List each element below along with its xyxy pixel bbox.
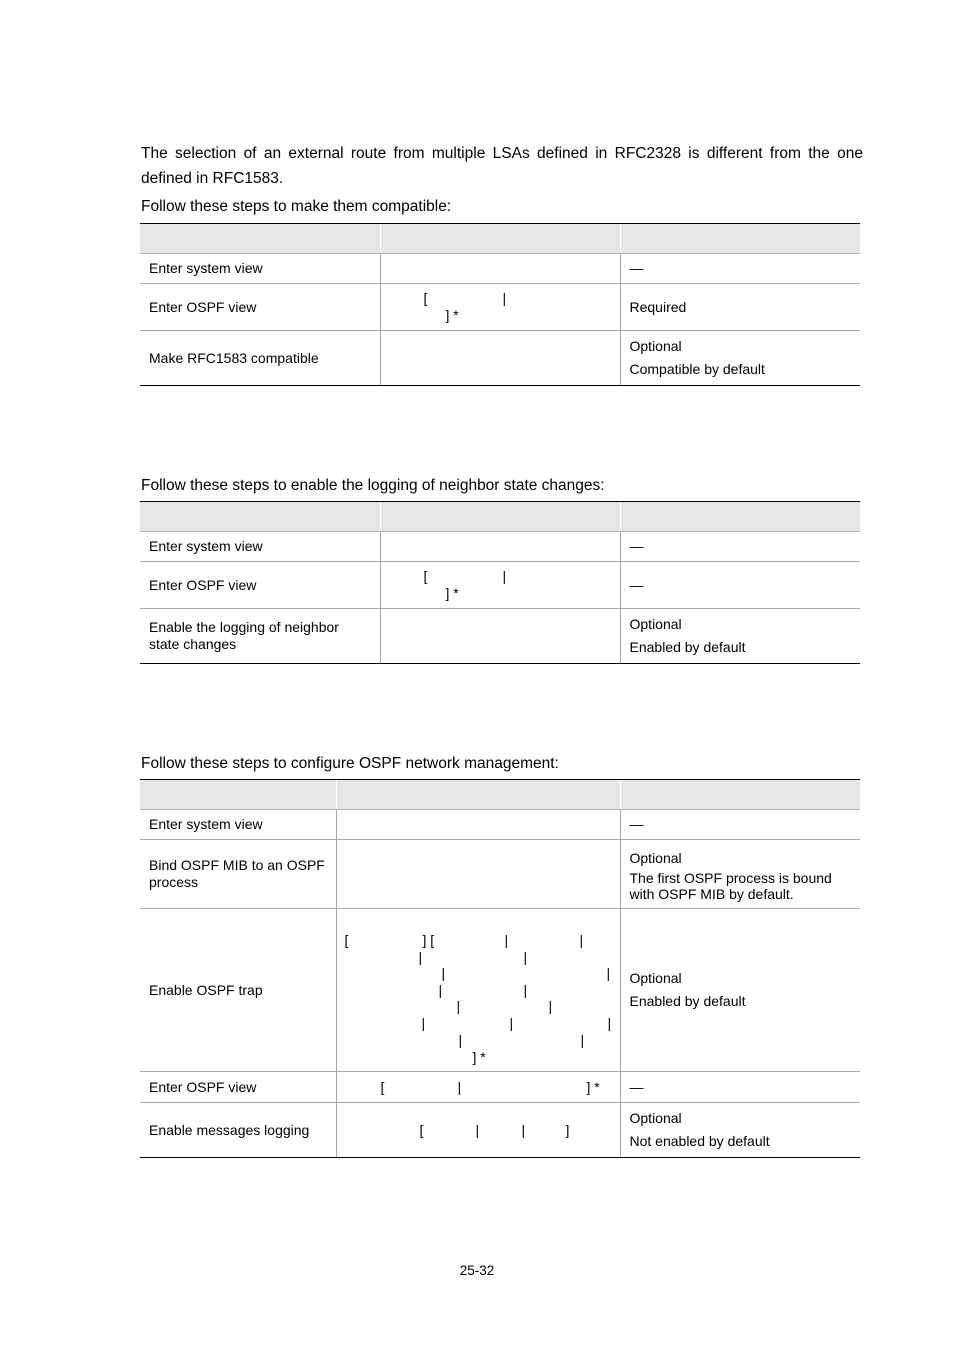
table-row	[140, 909, 860, 1072]
table-network-management	[140, 779, 860, 1158]
syntax-pipe: |	[580, 1032, 585, 1048]
command-cell	[380, 331, 620, 386]
syntax-pipe: |	[607, 1015, 612, 1031]
command-cell	[380, 254, 620, 284]
intro-paragraph: The selection of an external route from multiple LSAs defined in RFC2328 is different from the one defined in RFC1583.	[141, 145, 863, 187]
step-cell: Enter system view	[140, 532, 380, 562]
command-cell	[336, 909, 620, 1072]
remark-line: The first OSPF process is bound with OSPF MIB by default.	[629, 869, 832, 902]
command-cell	[380, 609, 620, 664]
table-row	[140, 284, 860, 331]
syntax-close: ] *	[445, 307, 459, 323]
syntax-bracket: [	[423, 568, 428, 584]
syntax-pipe: |	[418, 949, 423, 965]
command-cell	[336, 1072, 620, 1103]
syntax-pipe: |	[457, 1079, 462, 1095]
step-cell: Enable messages logging	[140, 1103, 336, 1158]
remark-cell: —	[620, 562, 860, 609]
remark-line: Enabled by default	[629, 639, 746, 655]
table-row	[140, 840, 860, 909]
step-cell: Enter system view	[140, 810, 336, 840]
remark-line: Not enabled by default	[629, 1133, 770, 1149]
remark-cell	[620, 840, 860, 909]
command-cell	[336, 810, 620, 840]
syntax-pipe: |	[504, 932, 509, 948]
syntax-pipe: |	[521, 1122, 526, 1138]
syntax-pipe: |	[509, 1015, 514, 1031]
remark-line: Optional	[629, 616, 682, 632]
command-cell	[380, 284, 620, 331]
syntax-bracket: [	[380, 1079, 385, 1095]
remark-line: Enabled by default	[629, 993, 746, 1009]
step-cell: Enter system view	[140, 254, 380, 284]
table-header-row	[140, 502, 860, 532]
remark-line: Optional	[629, 1110, 682, 1126]
remark-cell: —	[620, 1072, 860, 1103]
remark-cell: Required	[620, 284, 860, 331]
syntax-close: ] *	[586, 1079, 600, 1095]
remark-cell: —	[620, 810, 860, 840]
syntax-pipe: |	[502, 290, 507, 306]
table2-intro: Follow these steps to enable the logging of neighbor state changes:	[141, 477, 605, 494]
remark-line: Optional	[629, 849, 682, 866]
remark-cell	[620, 331, 860, 386]
remark-cell: —	[620, 254, 860, 284]
table-row	[140, 609, 860, 664]
step-cell: Enter OSPF view	[140, 562, 380, 609]
step-cell: Enable OSPF trap	[140, 909, 336, 1072]
remark-line: Optional	[629, 338, 682, 354]
table-row	[140, 1072, 860, 1103]
syntax-pipe: |	[579, 932, 584, 948]
table-neighbor-logging	[140, 501, 860, 664]
step-cell: Make RFC1583 compatible	[140, 331, 380, 386]
step-cell: Enable the logging of neighbor state changes	[140, 609, 380, 664]
table1-intro: Follow these steps to make them compatible:	[141, 198, 452, 215]
syntax-close: ] *	[445, 585, 459, 601]
syntax-pipe: |	[475, 1122, 480, 1138]
remark-line: Optional	[629, 970, 682, 986]
syntax-pipe: |	[523, 982, 528, 998]
remark-cell	[620, 609, 860, 664]
table-row	[140, 562, 860, 609]
syntax-pipe: |	[421, 1015, 426, 1031]
table3-intro: Follow these steps to configure OSPF network management:	[141, 755, 559, 772]
remark-line: Compatible by default	[629, 361, 765, 377]
syntax-pipe: |	[456, 998, 461, 1014]
step-cell: Enter OSPF view	[140, 284, 380, 331]
syntax-bracket: [	[419, 1122, 424, 1138]
syntax-close: ] *	[472, 1049, 486, 1065]
page-number: 25-32	[459, 1263, 495, 1278]
syntax-pipe: |	[548, 998, 553, 1014]
table-header-row	[140, 224, 860, 254]
table-row	[140, 331, 860, 386]
syntax-pipe: |	[523, 949, 528, 965]
syntax-close: ]	[565, 1122, 570, 1138]
table-header-row	[140, 780, 860, 810]
table-row	[140, 1103, 860, 1158]
command-cell	[336, 1103, 620, 1158]
syntax-pipe: |	[502, 568, 507, 584]
syntax-pipe: |	[606, 965, 611, 981]
table-row	[140, 532, 860, 562]
command-cell	[380, 532, 620, 562]
table-row	[140, 810, 860, 840]
syntax-bracket: [	[423, 290, 428, 306]
syntax-bracket: [	[344, 932, 349, 948]
step-cell: Enter OSPF view	[140, 1072, 336, 1103]
remark-cell: —	[620, 532, 860, 562]
remark-cell	[620, 1103, 860, 1158]
syntax-brackets: ] [	[422, 932, 435, 948]
table-rfc1583	[140, 223, 860, 386]
syntax-pipe: |	[441, 965, 446, 981]
command-cell	[380, 562, 620, 609]
remark-cell	[620, 909, 860, 1072]
command-cell	[336, 840, 620, 909]
syntax-pipe: |	[458, 1032, 463, 1048]
step-cell: Bind OSPF MIB to an OSPF process	[140, 840, 336, 909]
table-row	[140, 254, 860, 284]
syntax-pipe: |	[438, 982, 443, 998]
